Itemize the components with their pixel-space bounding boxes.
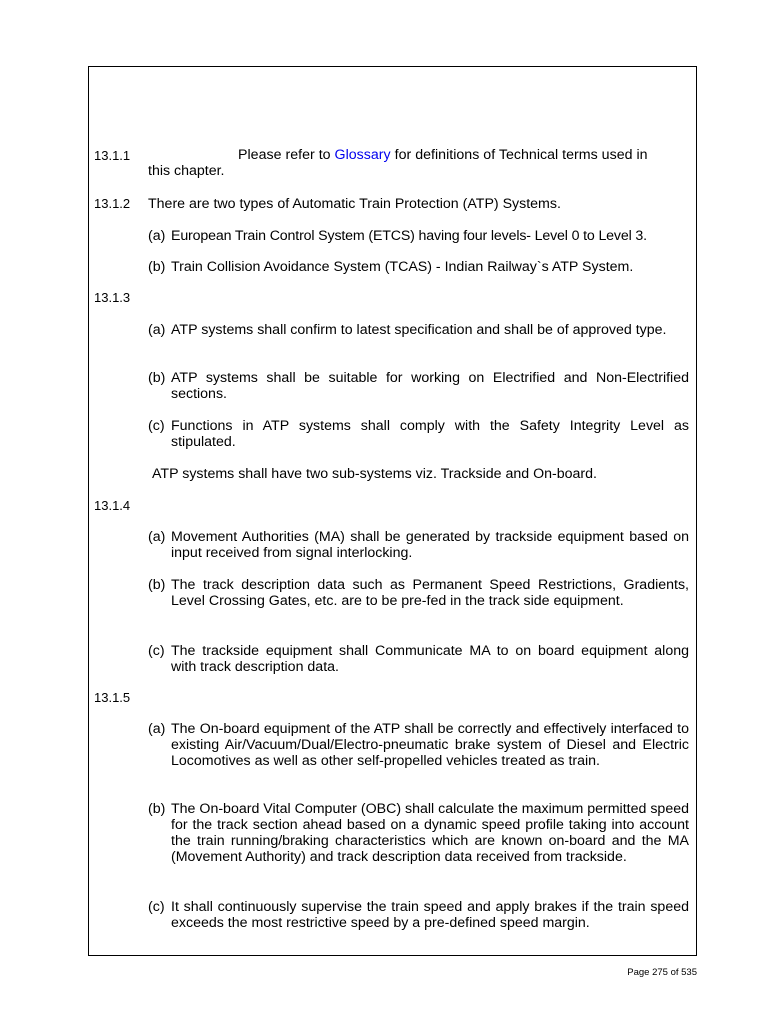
list-item-label: (b): [148, 577, 166, 593]
list-item-label: (c): [148, 418, 165, 434]
list-item: [148, 418, 689, 450]
list-item: [148, 643, 689, 675]
section-number-13-1-1: 13.1.1: [94, 148, 131, 163]
list-item-text: It shall continuously supervise the train speed and apply brakes if the train speed exceeds the most restrictive speed by a pre-defined speed margin.: [171, 899, 689, 931]
list-item: [148, 322, 689, 338]
glossary-prefix: Please refer to: [238, 147, 335, 163]
section-number-13-1-5: 13.1.5: [94, 690, 131, 705]
page-number: Page 275 of 535: [627, 967, 697, 978]
section-13-1-3-closing: ATP systems shall have two sub-systems viz. Trackside and On-board.: [152, 466, 597, 482]
list-item-label: (c): [148, 899, 165, 915]
list-item-text: Functions in ATP systems shall comply with the Safety Integrity Level as stipulated.: [171, 418, 689, 450]
list-item: [148, 721, 689, 769]
glossary-suffix: for definitions of Technical terms used in: [390, 147, 648, 163]
list-item-text: The trackside equipment shall Communicate MA to on board equipment along with track description data.: [171, 643, 689, 675]
section-number-13-1-3: 13.1.3: [94, 290, 131, 305]
list-item: [148, 899, 689, 931]
list-item: [148, 228, 689, 244]
list-item-text: The track description data such as Permanent Speed Restrictions, Gradients, Level Crossing Gates, etc. are to be pre-fed in the track side equipment.: [171, 577, 689, 609]
list-item: [148, 529, 689, 561]
list-item-text: Movement Authorities (MA) shall be generated by trackside equipment based on input received from signal interlocking.: [171, 529, 689, 561]
list-item: [148, 801, 689, 865]
list-item-text: The On-board Vital Computer (OBC) shall calculate the maximum permitted speed for the track section ahead based on a dynamic speed profile taking into account the train running/braking characteristics which are known on-board and the MA (Movement Authority) and track description data received from trackside.: [171, 801, 689, 865]
section-13-1-1-line2: this chapter.: [148, 163, 225, 179]
list-item-text: Train Collision Avoidance System (TCAS) - Indian Railway`s ATP System.: [171, 259, 634, 275]
glossary-link[interactable]: Glossary: [334, 147, 391, 163]
section-number-13-1-4: 13.1.4: [94, 498, 131, 513]
list-item-label: (c): [148, 643, 165, 659]
list-item-text: ATP systems shall be suitable for working on Electrified and Non-Electrified sections.: [171, 370, 689, 402]
list-item: [148, 259, 689, 275]
list-item-text: European Train Control System (ETCS) having four levels- Level 0 to Level 3.: [171, 228, 647, 244]
list-item-label: (a): [148, 721, 166, 737]
section-number-13-1-2: 13.1.2: [94, 196, 131, 211]
list-item-label: (a): [148, 228, 166, 244]
list-item-label: (a): [148, 529, 166, 545]
list-item: [148, 370, 689, 402]
section-13-1-1-text: [148, 147, 689, 179]
list-item-text: ATP systems shall confirm to latest specification and shall be of approved type.: [171, 322, 667, 338]
list-item-label: (b): [148, 259, 166, 275]
list-item-label: (b): [148, 801, 166, 817]
list-item-label: (a): [148, 322, 166, 338]
list-item-label: (b): [148, 370, 166, 386]
list-item-text: The On-board equipment of the ATP shall be correctly and effectively interfaced to existing Air/Vacuum/Dual/Electro-pneumatic brake system of Diesel and Electric Locomotives as well as other self-propelled vehicles treated as train.: [171, 721, 689, 769]
list-item: [148, 577, 689, 609]
section-13-1-2-text: There are two types of Automatic Train Protection (ATP) Systems.: [148, 196, 561, 212]
